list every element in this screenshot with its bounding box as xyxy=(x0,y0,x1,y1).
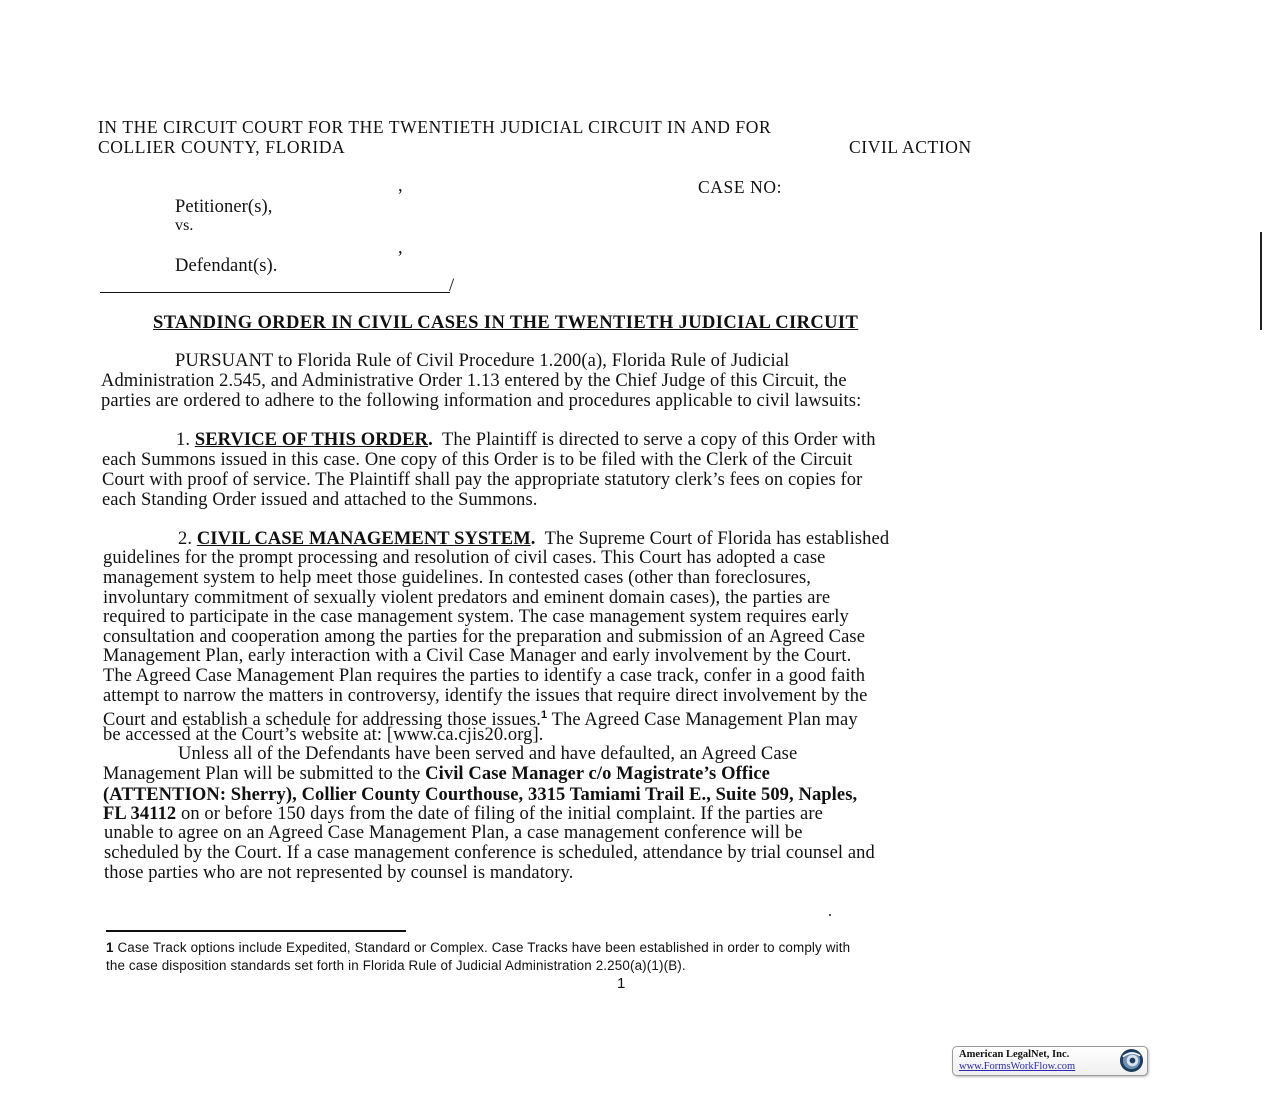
intro-line: PURSUANT to Florida Rule of Civil Procedure 1.200(a), Florida Rule of Judicial xyxy=(175,351,790,371)
footnote-line-2: the case disposition standards set forth in Florida Rule of Judicial Administration 2.250(a)(1)(B). xyxy=(106,958,686,973)
plain-text: on or before 150 days from the date of filing of the initial complaint. If the parties are xyxy=(176,804,823,824)
defendant-label: Defendant(s). xyxy=(175,256,278,276)
case-manager-address: Civil Case Manager c/o Magistrate’s Office xyxy=(425,764,770,784)
plain-text: Management Plan will be submitted to the xyxy=(103,764,426,784)
zip-code: FL 34112 xyxy=(103,804,177,824)
case-number-label: CASE NO: xyxy=(698,177,783,197)
section-2-line: attempt to narrow the matters in controversy, identify the issues that require direct involvement by the xyxy=(103,686,868,706)
defendant-comma: , xyxy=(398,238,403,258)
section-2-line: involuntary commitment of sexually violent predators and eminent domain cases), the parties are xyxy=(103,588,831,608)
section-2-text-after-footnote: The Agreed Case Management Plan may xyxy=(547,710,858,731)
courthouse-address: (ATTENTION: Sherry), Collier County Courthouse, 3315 Tamiami Trail E., Suite 509, Naples, xyxy=(103,785,858,805)
section-2-cont-line: scheduled by the Court. If a case management conference is scheduled, attendance by trial counsel and xyxy=(104,843,875,863)
footnote-separator xyxy=(106,930,406,932)
intro-line: Administration 2.545, and Administrative Order 1.13 entered by the Chief Judge of this Circuit, the xyxy=(101,371,847,391)
signature-line xyxy=(100,292,450,293)
section-2-line: required to participate in the case management system. The case management system requires early xyxy=(103,607,849,627)
section-1-line: Court with proof of service. The Plaintiff shall pay the appropriate statutory clerk’s fees on copies for xyxy=(102,470,863,490)
section-1-heading-period: . xyxy=(428,430,433,450)
footnote-text: Case Track options include Expedited, Standard or Complex. Case Tracks have been established in order to comply with xyxy=(113,940,851,955)
section-2-number: 2. xyxy=(178,529,193,549)
section-2-text: The Supreme Court of Florida has established xyxy=(544,529,890,549)
scan-edge-line xyxy=(1260,232,1262,330)
section-1-line: each Summons issued in this case. One copy of this Order is to be filed with the Clerk of the Circuit xyxy=(102,450,853,470)
section-2-line: management system to help meet those guidelines. In contested cases (other than foreclosures, xyxy=(103,568,811,588)
section-2-heading: CIVIL CASE MANAGEMENT SYSTEM xyxy=(196,529,531,549)
watermark-logo[interactable] xyxy=(952,1046,1148,1076)
section-2-line: Management Plan, early interaction with a Civil Case Manager and early involvement by the Court. xyxy=(103,646,852,666)
section-1-text: The Plaintiff is directed to serve a copy of this Order with xyxy=(441,430,876,450)
petitioner-comma: , xyxy=(398,176,403,196)
watermark-url-link[interactable]: www.FormsWorkFlow.com xyxy=(959,1061,1076,1072)
scan-speck xyxy=(829,914,831,916)
footnote-marker: 1 xyxy=(106,940,114,955)
versus-label: vs. xyxy=(175,217,194,234)
court-name-line-1: IN THE CIRCUIT COURT FOR THE TWENTIETH JUDICIAL CIRCUIT IN AND FOR xyxy=(98,117,772,137)
watermark-company: American LegalNet, Inc. xyxy=(959,1049,1070,1060)
section-2-cont-line: Unless all of the Defendants have been served and have defaulted, an Agreed Case xyxy=(178,744,798,764)
action-type: CIVIL ACTION xyxy=(849,137,972,157)
footnote-reference[interactable]: 1 xyxy=(541,709,548,721)
court-name-line-2: COLLIER COUNTY, FLORIDA xyxy=(98,137,346,157)
section-1-number: 1. xyxy=(176,430,191,450)
section-2-line: consultation and cooperation among the parties for the preparation and submission of an Agreed Case xyxy=(103,627,866,647)
section-1-line: each Standing Order issued and attached to the Summons. xyxy=(102,490,538,510)
section-2-cont-line xyxy=(103,805,823,825)
section-2-line: The Agreed Case Management Plan requires the parties to identify a case track, confer in a good faith xyxy=(103,666,866,686)
section-2-cont-line xyxy=(103,765,770,785)
footnote-line-1 xyxy=(106,940,850,955)
petitioner-label: Petitioner(s), xyxy=(175,197,273,217)
page-number: 1 xyxy=(617,975,626,992)
section-2-line: guidelines for the prompt processing and resolution of civil cases. This Court has adopted a case xyxy=(103,548,826,568)
globe-logo-icon xyxy=(1119,1048,1144,1073)
section-2-cont-line: unable to agree on an Agreed Case Management Plan, a case management conference will be xyxy=(104,823,803,843)
section-2-first-line xyxy=(178,530,889,550)
intro-line: parties are ordered to adhere to the following information and procedures applicable to civil lawsuits: xyxy=(101,391,862,411)
signature-slash: / xyxy=(449,276,455,296)
section-2-text-before-footnote: Court and establish a schedule for addressing those issues. xyxy=(103,710,541,731)
document-title: STANDING ORDER IN CIVIL CASES IN THE TWENTIETH JUDICIAL CIRCUIT xyxy=(153,313,859,333)
section-2-heading-period: . xyxy=(530,529,536,549)
section-2-website-line: be accessed at the Court’s website at: [www.ca.cjis20.org]. xyxy=(103,725,544,745)
section-1-heading: SERVICE OF THIS ORDER xyxy=(194,430,429,450)
section-2-cont-line: those parties who are not represented by counsel is mandatory. xyxy=(104,863,574,883)
section-1-first-line xyxy=(176,431,876,451)
